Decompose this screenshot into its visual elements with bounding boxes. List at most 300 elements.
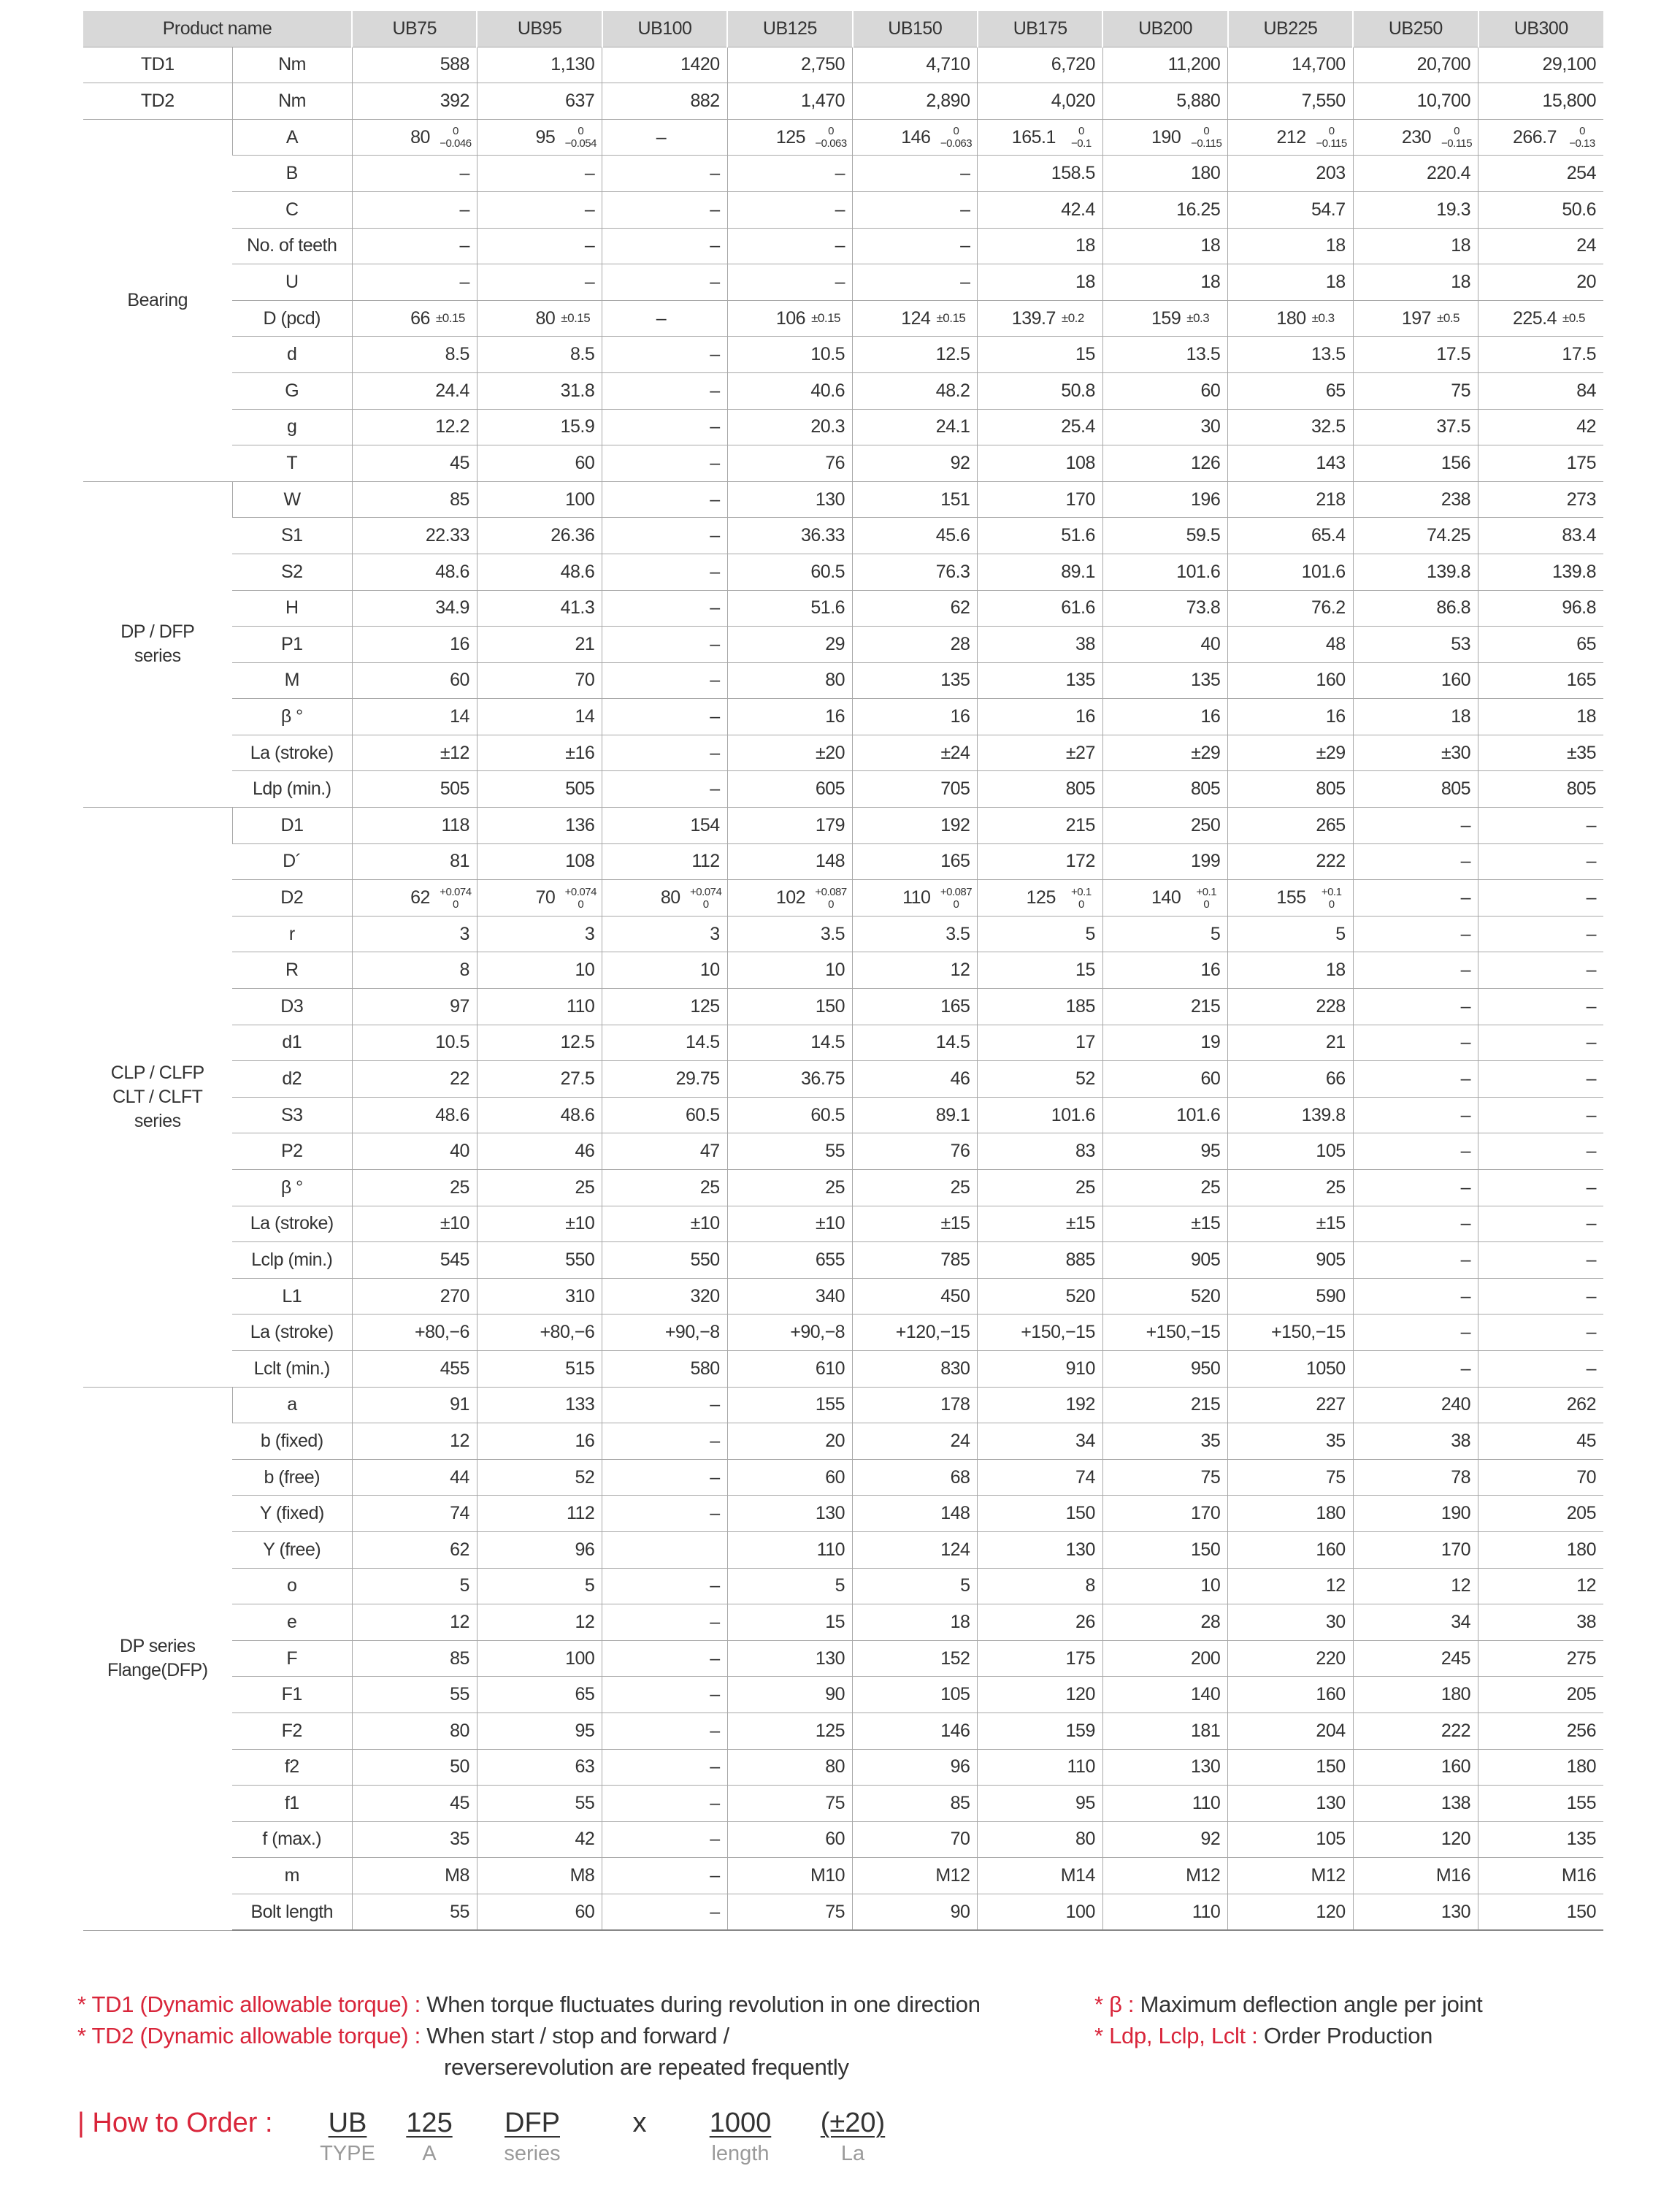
value-cell: 76.2 (1228, 590, 1353, 627)
value-cell: 135 (978, 662, 1102, 699)
tolerance-main: 165.1 (1011, 126, 1056, 148)
order-multiply-sign: x (632, 2108, 647, 2138)
tolerance-upper: 0 (828, 125, 834, 138)
value-cell: 215 (978, 808, 1102, 844)
value-cell: 95 (1102, 1133, 1227, 1170)
model-header: UB95 (477, 11, 602, 47)
value-cell: 78 (1353, 1459, 1478, 1496)
value-cell: 17.5 (1353, 337, 1478, 373)
value-cell: 60 (477, 1894, 602, 1930)
value-cell: 12 (1478, 1568, 1603, 1604)
value-cell (1478, 119, 1603, 156)
value-cell: 10 (727, 952, 852, 989)
value-cell (853, 300, 978, 337)
value-cell: – (352, 156, 477, 192)
model-header: UB125 (727, 11, 852, 47)
value-cell: 10.5 (727, 337, 852, 373)
value-cell: 17.5 (1478, 337, 1603, 373)
value-cell (352, 119, 477, 156)
tolerance-main: 125 (775, 126, 806, 148)
table-row (83, 627, 1603, 663)
value-cell: 160 (1353, 662, 1478, 699)
table-row (83, 1604, 1603, 1641)
tolerance-upper: 0 (953, 125, 959, 138)
tolerance-main: 180 (1276, 307, 1306, 329)
tolerance-stack (1561, 125, 1603, 150)
table-row (83, 662, 1603, 699)
tolerance-stack (559, 886, 602, 911)
value-cell: 220 (1228, 1640, 1353, 1677)
value-cell: M14 (978, 1858, 1102, 1894)
order-part-type (318, 2108, 377, 2166)
value-cell: 320 (602, 1278, 727, 1315)
value-cell: 54.7 (1228, 191, 1353, 228)
param-cell: d1 (232, 1025, 352, 1061)
value-cell: 185 (978, 989, 1102, 1025)
value-cell: – (727, 191, 852, 228)
value-cell: 245 (1353, 1640, 1478, 1677)
value-cell: – (1353, 1206, 1478, 1242)
value-cell (1102, 880, 1227, 917)
param-cell: S3 (232, 1097, 352, 1133)
param-cell: T (232, 445, 352, 482)
value-cell: – (602, 554, 727, 590)
param-cell: R (232, 952, 352, 989)
value-cell: 85 (853, 1786, 978, 1822)
table-row (83, 337, 1603, 373)
tolerance-stack (434, 886, 477, 911)
value-cell: +80,−6 (352, 1315, 477, 1351)
value-cell: 22 (352, 1061, 477, 1098)
table-row (83, 1858, 1603, 1894)
value-cell: – (602, 735, 727, 771)
value-cell: 205 (1478, 1677, 1603, 1713)
value-cell: 135 (853, 662, 978, 699)
table-row (83, 119, 1603, 156)
value-cell: 44 (352, 1459, 477, 1496)
value-cell: – (352, 228, 477, 264)
value-cell: – (352, 264, 477, 301)
table-row (83, 735, 1603, 771)
tolerance-value (1354, 120, 1478, 156)
value-cell: 18 (1102, 228, 1227, 264)
value-cell (1228, 119, 1353, 156)
value-cell: 84 (1478, 372, 1603, 409)
value-cell: – (1478, 1061, 1603, 1098)
value-cell: 55 (352, 1894, 477, 1930)
order-label: A (422, 2142, 437, 2165)
value-cell: 8 (352, 952, 477, 989)
value-cell: 310 (477, 1278, 602, 1315)
value-cell: 550 (602, 1242, 727, 1279)
value-cell: 200 (1102, 1640, 1227, 1677)
value-cell: – (1478, 880, 1603, 917)
value-cell: – (1478, 916, 1603, 952)
value-cell: 80 (352, 1713, 477, 1749)
tolerance-main: 225.4 (1512, 307, 1557, 329)
note-term: * TD2 (Dynamic allowable torque) : (77, 2023, 421, 2048)
tolerance-main: 230 (1401, 126, 1432, 148)
value-cell: 24 (1478, 228, 1603, 264)
value-cell (1102, 119, 1227, 156)
value-cell: 150 (1228, 1749, 1353, 1786)
value-cell: 705 (853, 771, 978, 808)
how-to-order (77, 2108, 1611, 2177)
param-cell: La (stroke) (232, 735, 352, 771)
table-row (83, 1749, 1603, 1786)
value-cell: 70 (853, 1821, 978, 1858)
value-cell: 60 (352, 662, 477, 699)
tolerance-value (1228, 301, 1352, 337)
value-cell: 192 (853, 808, 978, 844)
note-desc: reverserevolution are repeated frequently (444, 2054, 849, 2080)
value-cell: – (1353, 1278, 1478, 1315)
value-cell: M10 (727, 1858, 852, 1894)
param-cell: Nm (232, 83, 352, 120)
tolerance-main: 124 (901, 307, 931, 329)
tolerance-stack (935, 125, 977, 150)
value-cell: 5,880 (1102, 83, 1227, 120)
table-row (83, 1025, 1603, 1061)
value-cell: 65 (1478, 627, 1603, 663)
value-cell: 175 (978, 1640, 1102, 1677)
value-cell: 130 (1102, 1749, 1227, 1786)
tolerance-lower: −0.115 (1191, 137, 1222, 150)
value-cell: 12.2 (352, 409, 477, 445)
value-cell: 215 (1102, 1387, 1227, 1423)
value-cell: 12 (477, 1604, 602, 1641)
value-cell: 4,710 (853, 47, 978, 83)
table-row (83, 1133, 1603, 1170)
param-cell: D1 (232, 808, 352, 844)
param-cell: b (fixed) (232, 1423, 352, 1460)
table-row (83, 1713, 1603, 1749)
tolerance-lower: 0 (1203, 898, 1210, 911)
value-cell: 151 (853, 481, 978, 518)
value-cell: 126 (1102, 445, 1227, 482)
value-cell (477, 300, 602, 337)
value-cell: 155 (1478, 1786, 1603, 1822)
value-cell (352, 300, 477, 337)
tolerance-stack (1185, 886, 1227, 911)
param-cell: C (232, 191, 352, 228)
value-cell: 40.6 (727, 372, 852, 409)
param-cell: B (232, 156, 352, 192)
value-cell: 19 (1102, 1025, 1227, 1061)
value-cell: 81 (352, 843, 477, 880)
value-cell: 20,700 (1353, 47, 1478, 83)
param-cell: F1 (232, 1677, 352, 1713)
value-cell: 25 (1102, 1170, 1227, 1206)
table-row (83, 264, 1603, 301)
tolerance-main: 146 (901, 126, 931, 148)
value-cell: 74.25 (1353, 518, 1478, 554)
order-part-a (393, 2108, 466, 2166)
value-cell: 135 (1102, 662, 1227, 699)
tolerance-main: 80 (660, 887, 680, 908)
value-cell: – (602, 1387, 727, 1423)
value-cell: – (602, 409, 727, 445)
value-cell: 139.8 (1228, 1097, 1353, 1133)
value-cell: 240 (1353, 1387, 1478, 1423)
value-cell: 96 (853, 1749, 978, 1786)
value-cell: 50.8 (978, 372, 1102, 409)
value-cell: +90,−8 (727, 1315, 852, 1351)
table-row (83, 771, 1603, 808)
note-term: * TD1 (Dynamic allowable torque) : (77, 1991, 421, 2017)
value-cell: 392 (352, 83, 477, 120)
value-cell: 125 (727, 1713, 852, 1749)
tolerance-symmetric: ±0.5 (1562, 311, 1585, 326)
param-cell: F (232, 1640, 352, 1677)
value-cell: 61.6 (978, 590, 1102, 627)
value-cell: 14,700 (1228, 47, 1353, 83)
param-cell: Lclt (min.) (232, 1350, 352, 1387)
tolerance-main: 102 (775, 887, 806, 908)
value-cell: 130 (727, 1496, 852, 1532)
tolerance-stack (810, 125, 852, 150)
group-label-line: CLP / CLFP (110, 1062, 204, 1083)
tolerance-upper: +0.1 (1071, 885, 1092, 898)
value-cell: 18 (978, 264, 1102, 301)
value-cell: 805 (1102, 771, 1227, 808)
tolerance-main: 70 (535, 887, 556, 908)
param-cell: S1 (232, 518, 352, 554)
value-cell: 70 (477, 662, 602, 699)
value-cell: – (1353, 1350, 1478, 1387)
tolerance-stack (434, 125, 477, 150)
value-cell: ±15 (853, 1206, 978, 1242)
value-cell: – (602, 1568, 727, 1604)
value-cell: 18 (1228, 264, 1353, 301)
value-cell: ±35 (1478, 735, 1603, 771)
value-cell: 18 (1228, 952, 1353, 989)
value-cell: 180 (1228, 1496, 1353, 1532)
value-cell: 41.3 (477, 590, 602, 627)
value-cell (1228, 300, 1353, 337)
value-cell: – (853, 228, 978, 264)
value-cell: 52 (477, 1459, 602, 1496)
value-cell: 66 (1228, 1061, 1353, 1098)
value-cell: 12.5 (477, 1025, 602, 1061)
value-cell: 83 (978, 1133, 1102, 1170)
value-cell: 5 (477, 1568, 602, 1604)
value-cell: 8 (978, 1568, 1102, 1604)
value-cell: 138 (1353, 1786, 1478, 1822)
value-cell: 227 (1228, 1387, 1353, 1423)
value-cell: – (477, 264, 602, 301)
value-cell: 19.3 (1353, 191, 1478, 228)
value-cell: 165 (1478, 662, 1603, 699)
value-cell: 40 (1102, 627, 1227, 663)
value-cell: 885 (978, 1242, 1102, 1279)
value-cell (727, 119, 852, 156)
value-cell: M16 (1478, 1858, 1603, 1894)
value-cell: 91 (352, 1387, 477, 1423)
value-cell (853, 880, 978, 917)
group-label-line: series (134, 1110, 181, 1131)
value-cell: 110 (1102, 1786, 1227, 1822)
value-cell: – (602, 1894, 727, 1930)
value-cell: 20 (727, 1423, 852, 1460)
value-cell: 29 (727, 627, 852, 663)
tolerance-lower: 0 (1328, 898, 1335, 911)
value-cell: – (1353, 843, 1478, 880)
table-row (83, 1170, 1603, 1206)
tolerance-lower: 0 (828, 898, 834, 911)
group-label-line: DP / DFP (120, 621, 195, 643)
value-cell: 5 (727, 1568, 852, 1604)
table-row (83, 372, 1603, 409)
value-cell: 101.6 (1102, 1097, 1227, 1133)
value-cell: 340 (727, 1278, 852, 1315)
value-cell: 160 (1228, 662, 1353, 699)
value-cell (352, 880, 477, 917)
tolerance-main: 155 (1276, 887, 1306, 908)
tolerance-symmetric: ±0.15 (936, 311, 966, 326)
value-cell: 65 (477, 1677, 602, 1713)
param-cell: No. of teeth (232, 228, 352, 264)
value-cell: 170 (1353, 1531, 1478, 1568)
value-cell: 148 (727, 843, 852, 880)
value-cell: 805 (978, 771, 1102, 808)
value-cell: 110 (978, 1749, 1102, 1786)
value-cell: 22.33 (352, 518, 477, 554)
value-cell: 18 (853, 1604, 978, 1641)
value-cell: 148 (853, 1496, 978, 1532)
notes-left (77, 1989, 981, 2083)
table-row (83, 300, 1603, 337)
value-cell: – (352, 191, 477, 228)
value-cell: – (1478, 952, 1603, 989)
order-label: series (504, 2142, 561, 2165)
tolerance-upper: +0.074 (440, 885, 472, 898)
value-cell: ±15 (978, 1206, 1102, 1242)
value-cell: 3 (477, 916, 602, 952)
value-cell: M8 (477, 1858, 602, 1894)
value-cell: 90 (853, 1894, 978, 1930)
value-cell: 85 (352, 1640, 477, 1677)
tolerance-stack (1311, 886, 1353, 911)
tolerance-upper: +0.074 (690, 885, 722, 898)
param-cell: r (232, 916, 352, 952)
value-cell: 10 (477, 952, 602, 989)
value-cell: 75 (1228, 1459, 1353, 1496)
value-cell: 180 (1353, 1677, 1478, 1713)
tolerance-main: 80 (410, 126, 430, 148)
tolerance-value (602, 880, 726, 916)
value-cell: – (602, 1821, 727, 1858)
param-cell: o (232, 1568, 352, 1604)
model-header: UB100 (602, 11, 727, 47)
value-cell: 105 (1228, 1821, 1353, 1858)
tolerance-lower: 0 (452, 898, 459, 911)
value-cell: – (1478, 1350, 1603, 1387)
value-cell: 150 (978, 1496, 1102, 1532)
param-cell: d2 (232, 1061, 352, 1098)
value-cell: M12 (1102, 1858, 1227, 1894)
value-cell: 3 (602, 916, 727, 952)
value-cell: 85 (352, 481, 477, 518)
value-cell: 75 (727, 1894, 852, 1930)
value-cell (978, 119, 1102, 156)
param-cell: β ° (232, 1170, 352, 1206)
tolerance-symmetric: ±0.2 (1061, 311, 1084, 326)
value-cell: ±30 (1353, 735, 1478, 771)
table-row (83, 156, 1603, 192)
value-cell: 45 (352, 445, 477, 482)
value-cell: 785 (853, 1242, 978, 1279)
value-cell: 655 (727, 1242, 852, 1279)
tolerance-main: 266.7 (1512, 126, 1557, 148)
row-label: TD2 (83, 83, 232, 120)
value-cell: – (853, 264, 978, 301)
tolerance-value (1478, 301, 1603, 337)
value-cell: 30 (1102, 409, 1227, 445)
tolerance-lower: −0.063 (940, 137, 973, 150)
value-cell: 12 (1228, 1568, 1353, 1604)
tolerance-symmetric: ±0.5 (1437, 311, 1460, 326)
value-cell: – (477, 228, 602, 264)
value-cell: 74 (978, 1459, 1102, 1496)
value-cell: – (1478, 1278, 1603, 1315)
tolerance-lower: −0.054 (564, 137, 597, 150)
value-cell: 805 (1353, 771, 1478, 808)
value-cell: – (602, 1713, 727, 1749)
value-cell: 60 (727, 1821, 852, 1858)
param-cell: Bolt length (232, 1894, 352, 1930)
value-cell: – (602, 191, 727, 228)
value-cell: 21 (477, 627, 602, 663)
value-cell: M16 (1353, 1858, 1478, 1894)
tolerance-lower: −0.13 (1569, 137, 1595, 150)
tolerance-value (1103, 120, 1227, 156)
value-cell: 14.5 (602, 1025, 727, 1061)
value-cell: – (602, 590, 727, 627)
value-cell: – (1478, 1133, 1603, 1170)
value-cell: 42.4 (978, 191, 1102, 228)
order-code: UB (328, 2108, 367, 2138)
value-cell: +120,−15 (853, 1315, 978, 1351)
value-cell: 70 (1478, 1459, 1603, 1496)
param-cell: D (pcd) (232, 300, 352, 337)
value-cell: 18 (978, 228, 1102, 264)
value-cell: 5 (1102, 916, 1227, 952)
value-cell: 16 (727, 699, 852, 735)
value-cell: 1,130 (477, 47, 602, 83)
value-cell: 25 (727, 1170, 852, 1206)
value-cell: 25.4 (978, 409, 1102, 445)
tolerance-symmetric: ±0.15 (811, 311, 840, 326)
model-header: UB200 (1102, 11, 1227, 47)
value-cell: ±15 (1102, 1206, 1227, 1242)
value-cell: 158.5 (978, 156, 1102, 192)
notes-right (1094, 1989, 1482, 2051)
value-cell: 120 (1353, 1821, 1478, 1858)
value-cell: 110 (1102, 1894, 1227, 1930)
value-cell: 136 (477, 808, 602, 844)
value-cell: 45.6 (853, 518, 978, 554)
value-cell: – (1478, 1315, 1603, 1351)
param-cell: e (232, 1604, 352, 1641)
value-cell: 16.25 (1102, 191, 1227, 228)
value-cell: 95 (477, 1713, 602, 1749)
note-desc: Order Production (1263, 2023, 1433, 2048)
param-cell: D3 (232, 989, 352, 1025)
tolerance-lower: 0 (1078, 898, 1084, 911)
value-cell: 3 (352, 916, 477, 952)
value-cell: 48.6 (477, 554, 602, 590)
